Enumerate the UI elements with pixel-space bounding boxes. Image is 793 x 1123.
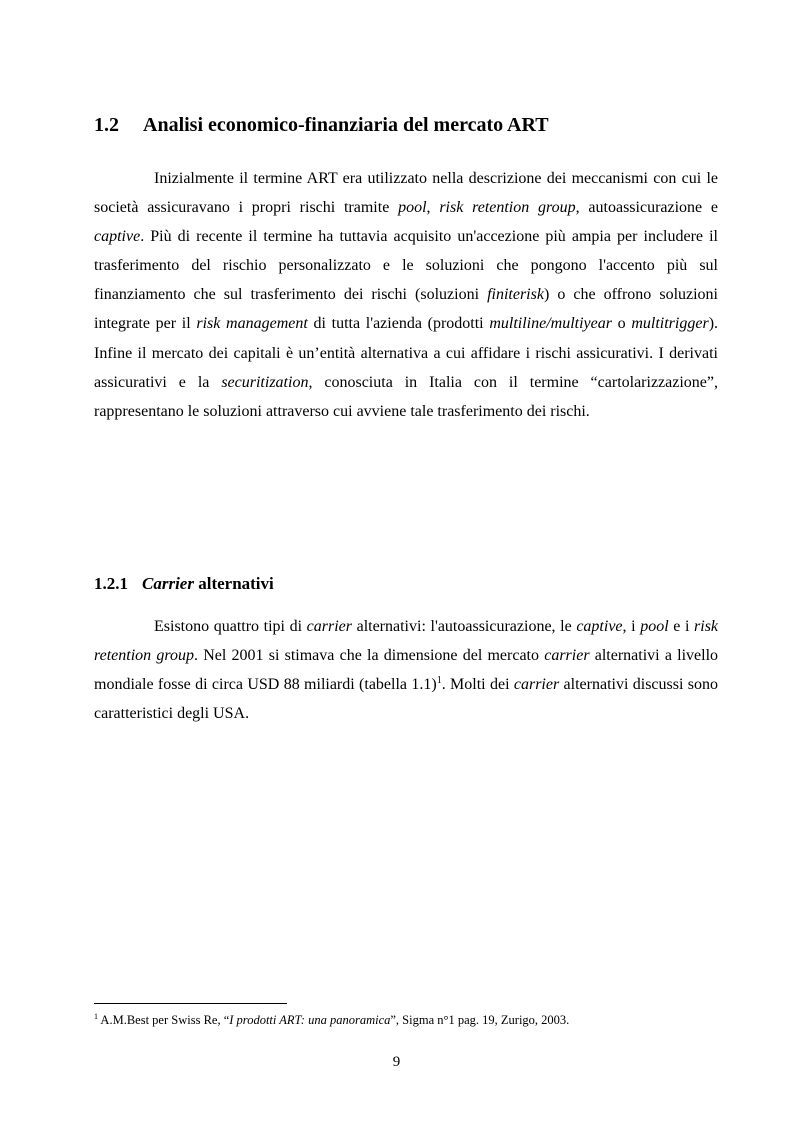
subsection-heading — [94, 574, 274, 594]
footnote-text: ”, Sigma n°1 pag. 19, Zurigo, 2003. — [390, 1013, 570, 1027]
italic-term: risk retention group — [94, 618, 719, 665]
italic-term: captive — [94, 228, 141, 246]
text-run: Esistono quattro tipi di — [154, 618, 307, 635]
italic-term: securitization — [221, 373, 309, 391]
footnote-marker: 1 — [94, 1012, 98, 1021]
italic-term: risk retention group — [439, 199, 576, 217]
italic-term: captive — [576, 618, 623, 635]
text-run: alternativi discussi sono caratteristici degli USA. — [94, 676, 719, 723]
text-run: , i — [622, 618, 641, 635]
footnote-divider — [94, 1003, 287, 1004]
section-title: Analisi economico-finanziaria del mercato ART — [143, 114, 549, 136]
subsection-title-italic: Carrier — [142, 574, 194, 593]
italic-term: multiline/multiyear — [489, 315, 612, 333]
italic-term: carrier — [544, 647, 590, 665]
section-paragraph — [94, 164, 718, 426]
text-run: , conosciuta in Italia con il termine “cartolarizzazione”, rappresentano le soluzioni attraverso cui avviene tale trasferimento dei rischi. — [94, 373, 719, 420]
text-run: ). Infine il mercato dei capitali è un’entità alternativa a cui affidare i rischi assicurativi. I derivati assicurativi e la — [94, 315, 719, 391]
text-run: . Nel 2001 si stimava che la dimensione del mercato — [194, 647, 545, 665]
subsection-title-rest: alternativi — [193, 574, 274, 593]
italic-term: carrier — [513, 676, 560, 694]
italic-term: pool — [398, 199, 427, 217]
footnote — [94, 1013, 718, 1028]
text-run: e i — [668, 618, 695, 635]
page-number: 9 — [392, 1054, 401, 1070]
subsection-paragraph — [94, 612, 718, 728]
text-run: alternativi: l'autoassicurazione, le — [351, 618, 577, 635]
text-run: Inizialmente il termine ART era utilizzato nella descrizione dei meccanismi con cui le società assicuravano i propri rischi tramite — [94, 170, 718, 217]
text-run: . Molti dei — [441, 676, 514, 694]
section-heading — [94, 114, 549, 137]
text-run: , autoassicurazione e — [575, 199, 719, 217]
text-run: alternativi a livello mondiale fosse di circa USD 88 miliardi (tabella 1.1) — [94, 647, 719, 694]
text-run: , — [426, 199, 440, 217]
italic-term: risk management — [196, 315, 308, 333]
italic-term: multitrigger — [631, 315, 709, 333]
italic-term: pool — [640, 618, 669, 635]
footnote-reference[interactable]: 1 — [436, 675, 442, 687]
footnote-title: I prodotti ART: una panoramica — [229, 1013, 391, 1027]
italic-term: carrier — [306, 618, 352, 635]
text-run: o — [611, 315, 632, 333]
footnote-text: A.M.Best per Swiss Re, “ — [98, 1013, 230, 1027]
subsection-number: 1.2.1 — [94, 574, 128, 593]
text-run: ) o che offrono soluzioni integrate per il — [94, 286, 719, 333]
text-run: di tutta l'azienda (prodotti — [307, 315, 490, 333]
text-run: . Più di recente il termine ha tuttavia acquisito un'accezione più ampia per includere il trasferimento del rischio personalizzato e le soluzioni che pongono l'accento più sul finanziamento che sul trasferimento dei rischi (soluzioni — [94, 228, 718, 304]
italic-term: finiterisk — [487, 286, 544, 304]
section-number: 1.2 — [94, 114, 119, 136]
